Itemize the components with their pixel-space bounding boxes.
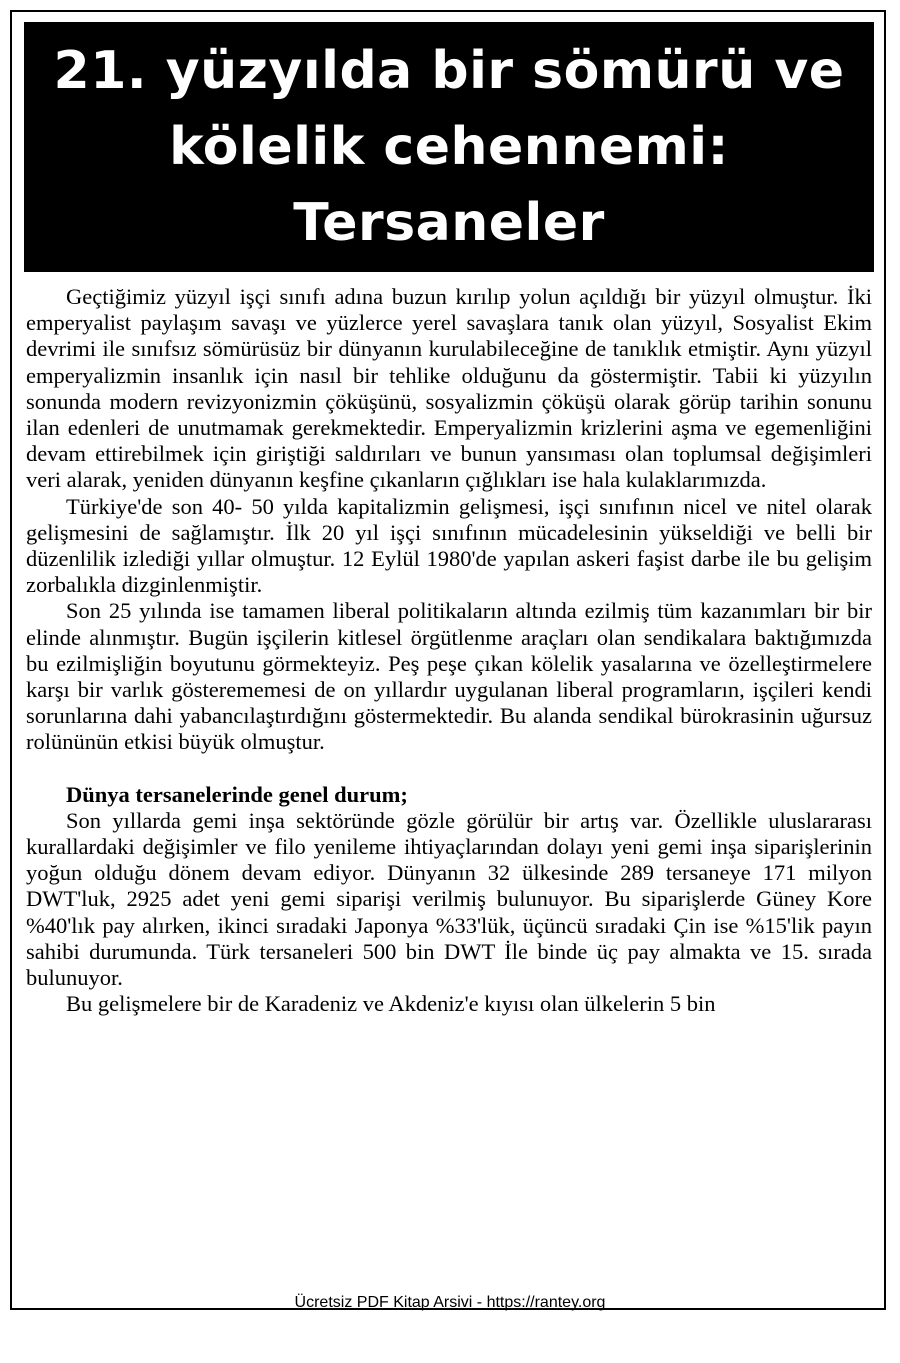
- title-line-2: kölelik cehennemi:: [169, 117, 729, 177]
- paragraph-3: Son 25 yılında ise tamamen liberal politikaların altında ezilmiş tüm kazanımları bir bir elinde alınmıştır. Bugün işçilerin kitlesel örgütlenme araçları olan sendikalara baktığımızda bu ezilmişliğin boyutunu görmekteyiz. Peş peşe çıkan kölelik yasalarına ve özelleştirmelere karşı bir varlık gösterememesi de on yıllardır uygulanan liberal programların, işçileri kendi sorunlarına dahi yabancılaştırdığını göstermektedir. Bu alanda sendikal bürokrasinin uğursuz rolününün etkisi büyük olmuştur.: [26, 598, 872, 755]
- section-paragraph-1: Son yıllarda gemi inşa sektöründe gözle görülür bir artış var. Özellikle uluslararası kurallardaki değişimler ve filo yenileme ihtiyaçlarından dolayı yeni gemi inşa siparişlerinin yoğun olduğu dönem devam ediyor. Dünyanın 32 ülkesinde 289 tersaneye 171 milyon DWT'luk, 2925 adet yeni gemi siparişi verilmiş bulunuyor. Bu siparişlerde Güney Kore %40'lık pay alırken, ikinci sıradaki Japonya %33'lük, üçüncü sıradaki Çin ise %15'lik payın sahibi durumunda. Türk tersaneleri 500 bin DWT İle binde üç pay almakta ve 15. sırada bulunuyor.: [26, 807, 872, 991]
- article-body: [26, 284, 872, 1017]
- section-paragraph-2: Bu gelişmelere bir de Karadeniz ve Akdeniz'e kıyısı olan ülkelerin 5 bin: [66, 991, 716, 1017]
- paragraph-1: Geçtiğimiz yüzyıl işçi sınıfı adına buzun kırılıp yolun açıldığı bir yüzyıl olmuştur. İki emperyalist paylaşım savaşı ve yüzlerce yerel savaşlara tanık olan yüzyıl, Sosyalist Ekim devrimi ile sınıfsız sömürüsüz bir dünyanın kurulabileceğine de tanıklık etmiştir. Aynı yüzyıl emperyalizmin insanlık için nasıl bir tehlike olduğunu da göstermiştir. Tabii ki yüzyılın sonunda modern revizyonizmin çöküşünü, sosyalizmin çöküşü olarak görüp tarihin sonunu ilan edenleri de unutmamak gerekmektedir. Emperyalizmin krizlerini aşma ve egemenliğini devam ettirebilmek için giriştiği saldırıları ve bunun yansıması olan toplumsal değişimleri veri alarak, yeniden dünyanın keşfine çıkanların çığlıkları ise hala kulaklarımızda.: [26, 284, 872, 493]
- paragraph-2: Türkiye'de son 40- 50 yılda kapitalizmin gelişmesi, işçi sınıfının nicel ve nitel olarak gelişmesini de sağlamıştır. İlk 20 yıl işçi sınıfının mücadelesinin yükseldiği ve belli bir düzenlilik izlediği yıllar olmuştur. 12 Eylül 1980'de yapılan askeri faşist darbe ile bu gelişim zorbalıkla dizginlenmiştir.: [26, 493, 872, 598]
- footer-link[interactable]: Ücretsiz PDF Kitap Arsivi - https://rantey.org: [294, 1294, 606, 1311]
- section-heading: Dünya tersanelerinde genel durum;: [66, 781, 408, 807]
- title-line-1: 21. yüzyılda bir sömürü ve: [53, 41, 845, 101]
- article-title: [54, 33, 845, 261]
- title-banner: [24, 22, 874, 272]
- title-line-3: Tersaneler: [293, 193, 605, 253]
